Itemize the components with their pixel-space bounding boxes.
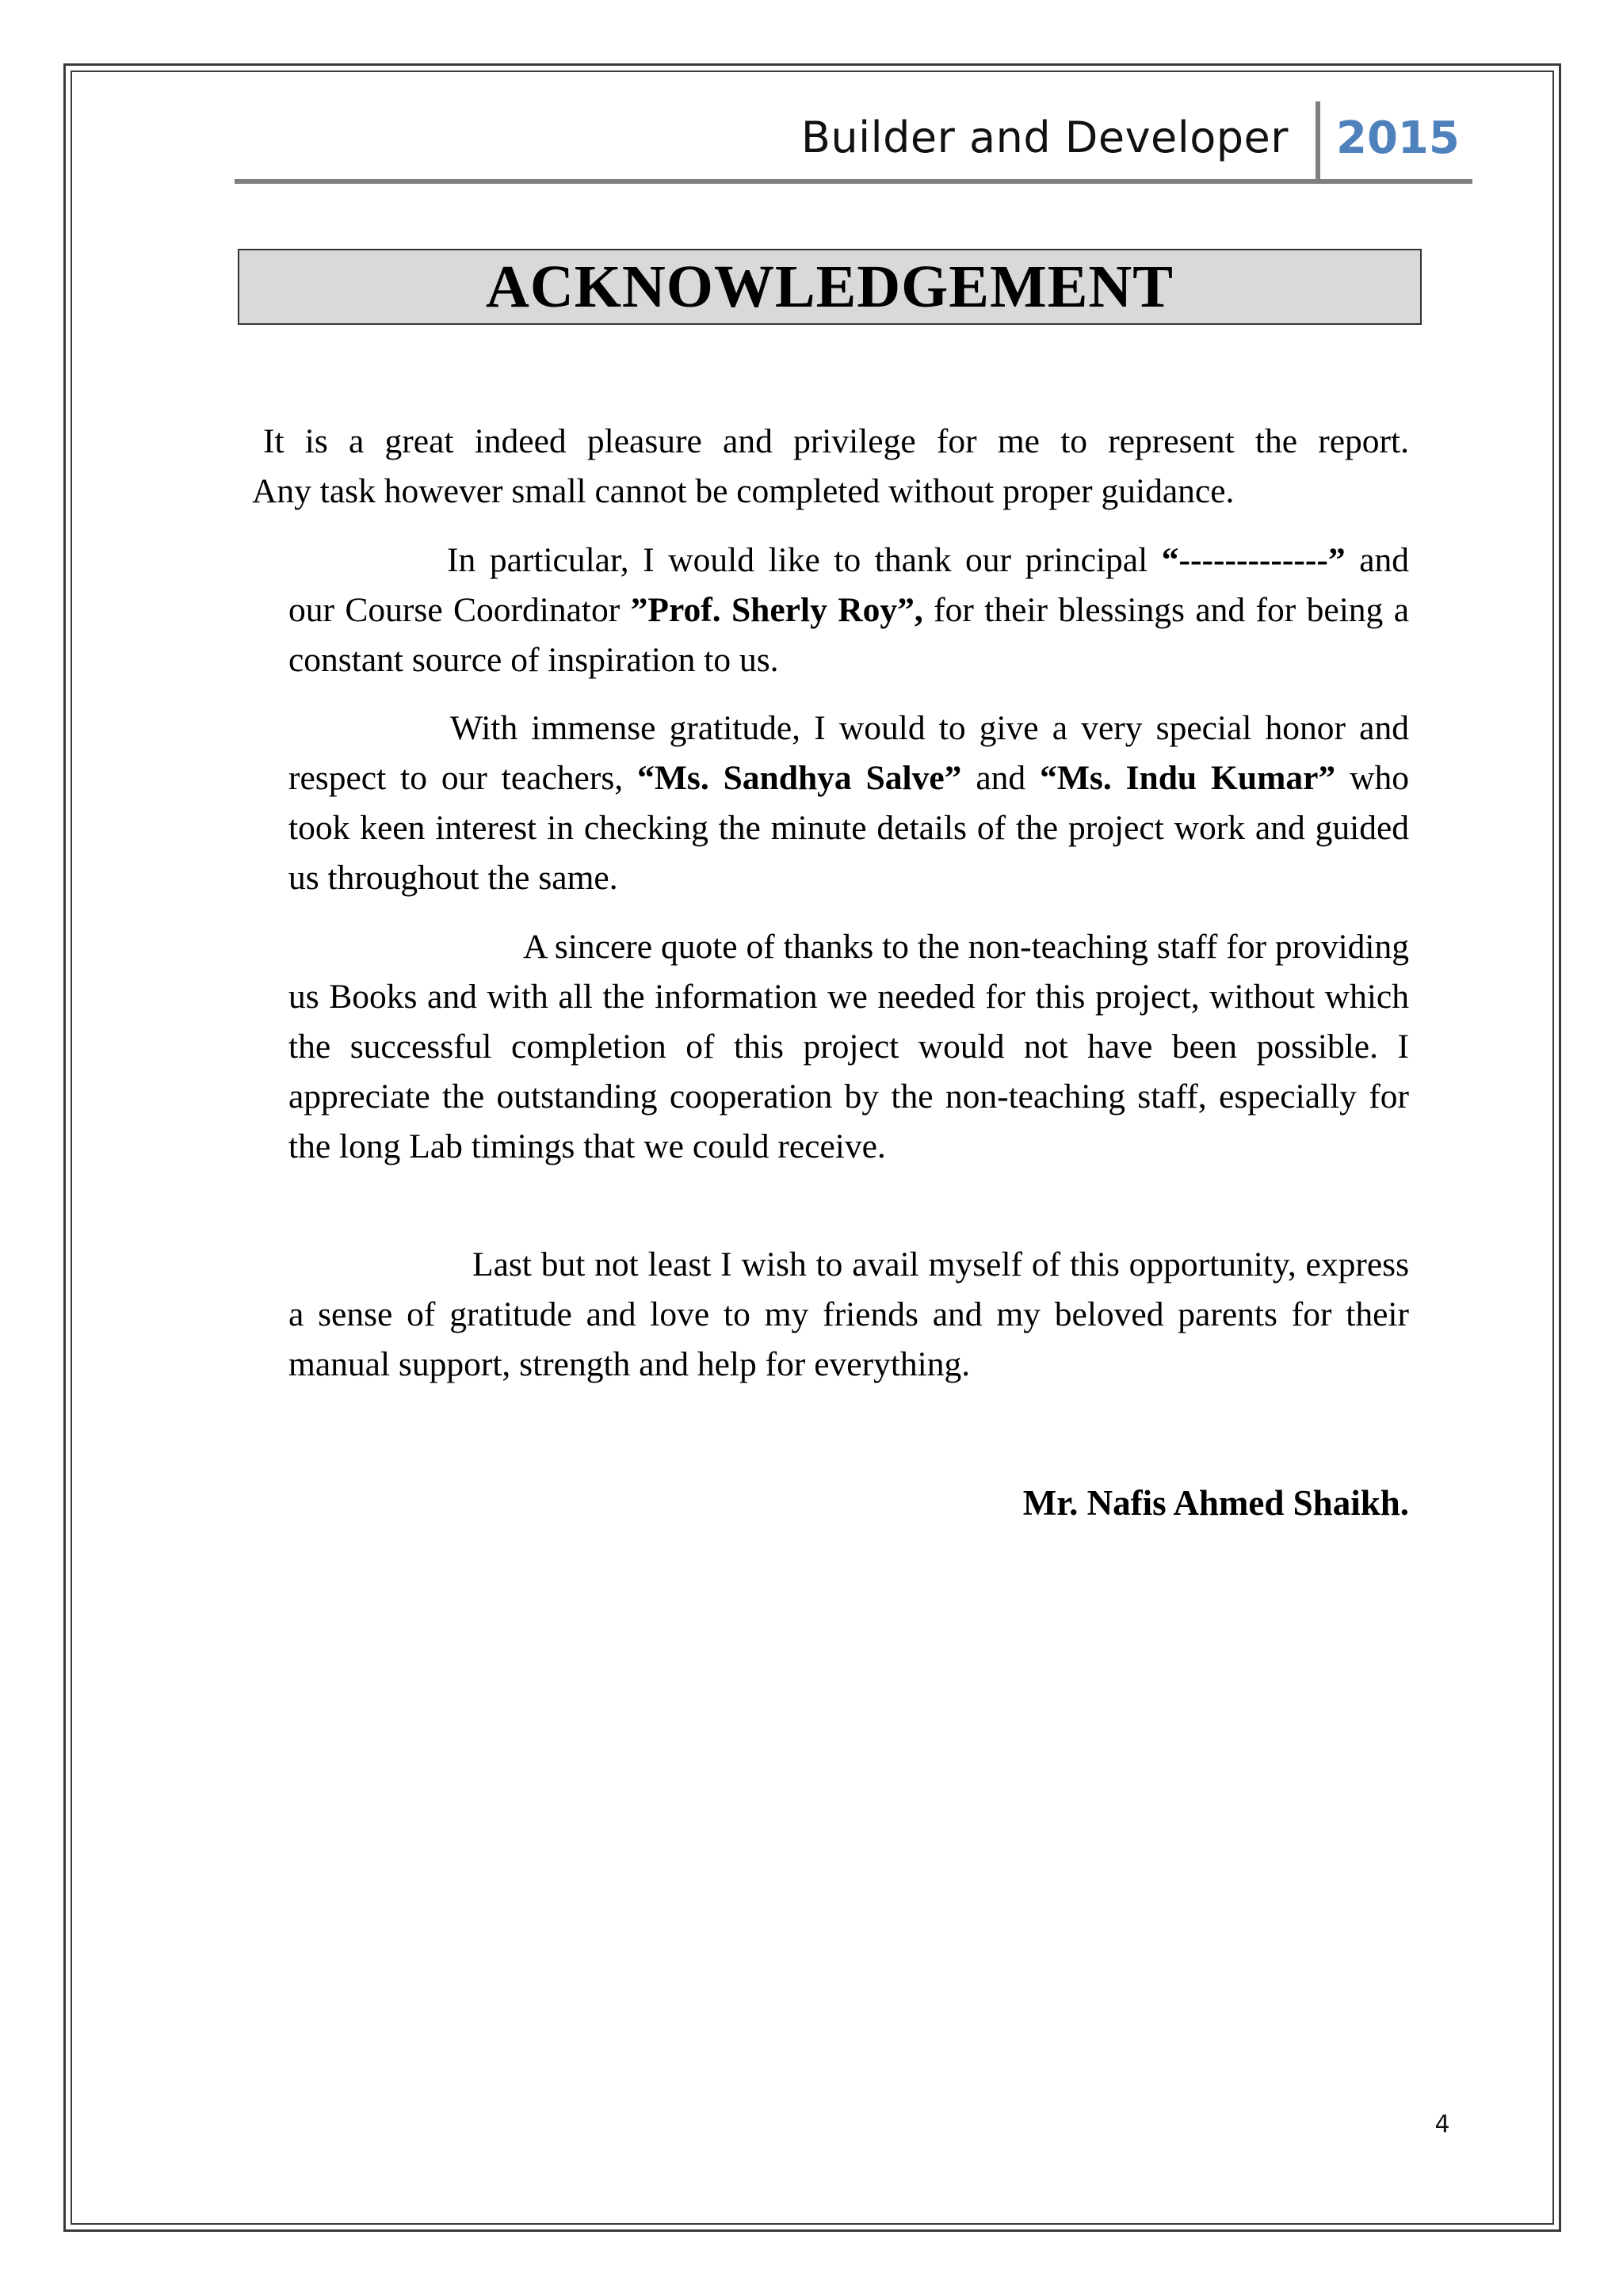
teacher-name-2: “Ms. Indu Kumar” xyxy=(1040,759,1336,797)
header-divider xyxy=(1316,101,1320,181)
paragraph-text: and our Course Coordinator xyxy=(288,541,1409,629)
title-box xyxy=(238,249,1422,325)
paragraph-text: With immense gratitude, I would to give a very special honor and respect to our teachers, xyxy=(288,709,1409,797)
paragraph-principal xyxy=(288,536,1409,685)
paragraph-text: for their blessings and for being a constant source of inspiration to us. xyxy=(288,591,1410,679)
running-header xyxy=(235,101,1472,184)
paragraph-text: and xyxy=(961,759,1041,797)
header-title: Builder and Developer xyxy=(800,113,1289,162)
paragraph-text: In particular, I would like to thank our principal xyxy=(447,541,1162,579)
header-year: 2015 xyxy=(1336,113,1460,164)
paragraph-text: who took keen interest in checking the minute details of the project work and guided us throughout the same. xyxy=(288,759,1409,897)
teacher-name-1: “Ms. Sandhya Salve” xyxy=(637,759,962,797)
page-title: ACKNOWLEDGEMENT xyxy=(486,254,1174,320)
paragraph-teachers xyxy=(288,704,1409,903)
principal-name: “-------------” xyxy=(1161,541,1346,579)
signature: Mr. Nafis Ahmed Shaikh. xyxy=(1022,1483,1409,1523)
paragraph-intro-line2: Any task however small cannot be completed without proper guidance. xyxy=(252,472,1235,510)
page-number: 4 xyxy=(1434,2111,1450,2138)
header-rule xyxy=(235,179,1472,184)
coordinator-name: ”Prof. Sherly Roy”, xyxy=(630,591,923,629)
paragraph-staff: A sincere quote of thanks to the non-teaching staff for providing us Books and with all the information we needed for this project, without which the successful completion of this project would not have been possible. I appreciate the outstanding cooperation by the non-teaching staff, especially for the long Lab timings that we could receive. xyxy=(288,928,1409,1165)
paragraph-intro-line1: It is a great indeed pleasure and privilege for me to represent the report. xyxy=(263,422,1409,460)
paragraph-intro xyxy=(252,417,1409,517)
paragraph-family: Last but not least I wish to avail myself of this opportunity, express a sense of gratitude and love to my friends and my beloved parents for their manual support, strength and help for everything. xyxy=(288,1245,1409,1383)
